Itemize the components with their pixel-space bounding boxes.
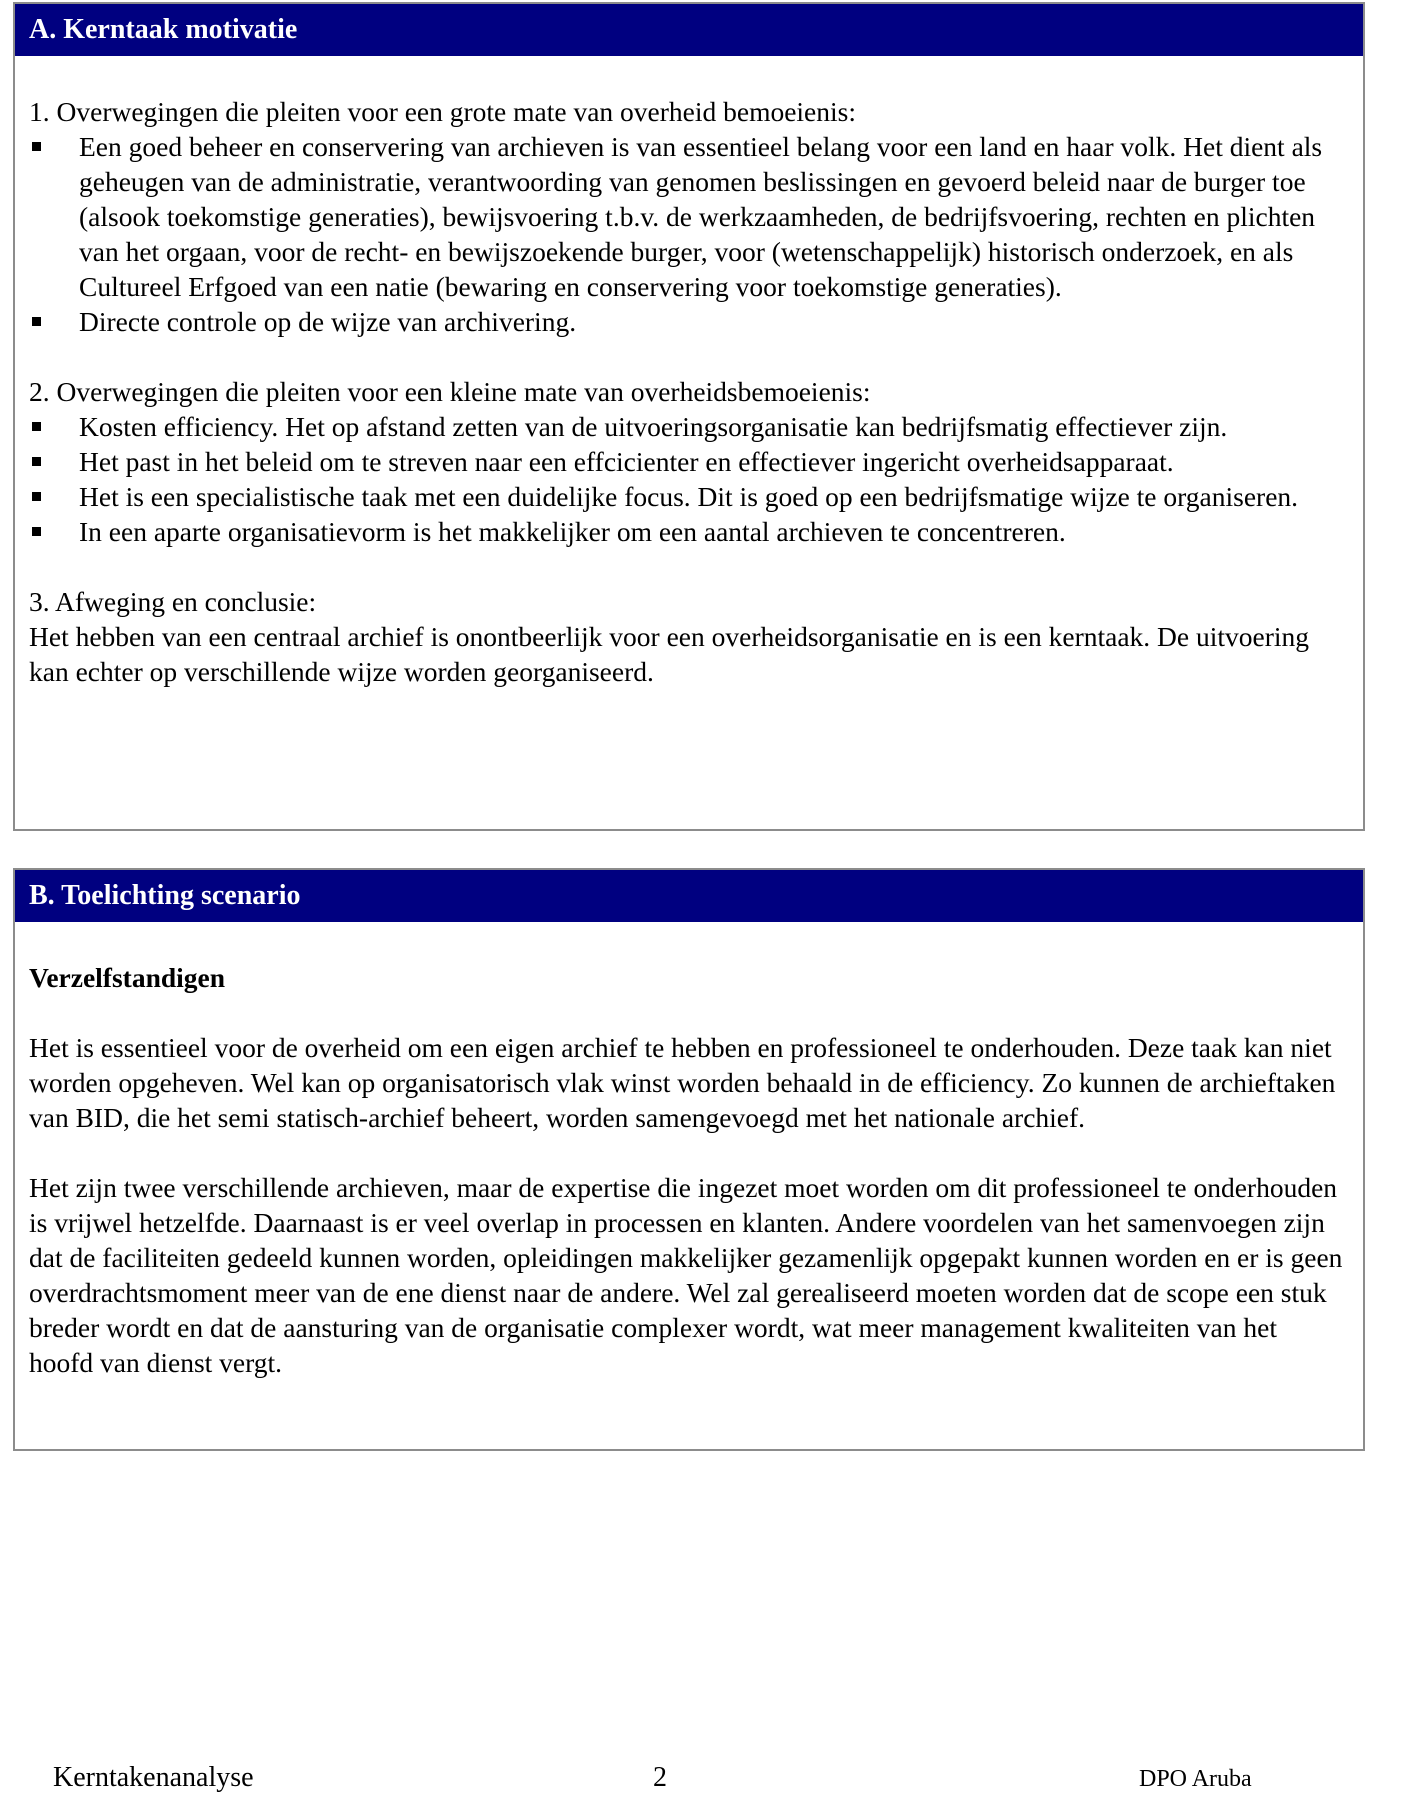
section-kerntaak-motivatie — [13, 2, 1365, 831]
list-item: Kosten efficiency. Het op afstand zetten van de uitvoeringsorganisatie kan bedrijfsmatig effectiever zijn. — [29, 409, 1347, 444]
list-item: In een aparte organisatievorm is het makkelijker om een aantal archieven te concentreren. — [29, 514, 1347, 549]
bullet-square-icon — [32, 142, 41, 151]
bullet-square-icon — [32, 492, 41, 501]
section-a-title: A. Kerntaak motivatie — [15, 4, 1363, 56]
bullet-square-icon — [32, 457, 41, 466]
part3-conclusion: Het hebben van een centraal archief is onontbeerlijk voor een overheidsorganisatie en is een kerntaak. De uitvoering kan echter op verschillende wijze worden georganiseerd. — [29, 621, 1310, 687]
part1-heading: 1. Overwegingen die pleiten voor een grote mate van overheid bemoeienis: — [29, 96, 857, 127]
list-item: Het past in het beleid om te streven naar een effcicienter en effectiever ingericht overheidsapparaat. — [29, 444, 1347, 479]
bullet-square-icon — [32, 422, 41, 431]
footer-page-number: 2 — [653, 1762, 667, 1793]
section-toelichting-scenario — [13, 868, 1365, 1451]
list-item: Een goed beheer en conservering van archieven is van essentieel belang voor een land en haar volk. Het dient als geheugen van de administratie, verantwoording van genomen beslissingen en gevoerd beleid naar de burger toe (alsook toekomstige generaties), bewijsvoering t.b.v. de werkzaamheden, de bedrijfsvoering, rechten en plichten van het orgaan, voor de recht- en bewijszoekende burger, voor (wetenschappelijk) historisch onderzoek, en als Cultureel Erfgoed van een natie (bewaring en conservering voor toekomstige generaties). — [29, 129, 1347, 304]
section-b-paragraph-1: Het is essentieel voor de overheid om een eigen archief te hebben en professioneel te onderhouden. Deze taak kan niet worden opgeheven. Wel kan op organisatorisch vlak winst worden behaald in de efficiency. Zo kunnen de archieftaken van BID, die het semi statisch-archief beheert, worden samengevoegd met het nationale archief. — [29, 1032, 1336, 1133]
footer-organization: DPO Aruba — [1139, 1766, 1252, 1792]
section-b-paragraph-2: Het zijn twee verschillende archieven, maar de expertise die ingezet moet worden om dit professioneel te onderhouden is vrijwel hetzelfde. Daarnaast is er veel overlap in processen en klanten. Andere voordelen van het samenvoegen zijn dat de faciliteiten gedeeld kunnen worden, opleidingen makkelijker gezamenlijk opgepakt kunnen worden en er is geen overdrachtsmoment meer van de ene dienst naar de andere. Wel zal gerealiseerd moeten worden dat de scope een stuk breder wordt en dat de aansturing van de organisatie complexer wordt, wat meer management kwaliteiten van het hoofd van dienst vergt. — [29, 1172, 1343, 1378]
part2-bullet-list — [29, 409, 1347, 549]
section-b-body — [15, 922, 1363, 1380]
part2-heading: 2. Overwegingen die pleiten voor een kleine mate van overheidsbemoeienis: — [29, 376, 871, 407]
section-b-subheading: Verzelfstandigen — [29, 962, 226, 993]
part3-heading: 3. Afweging en conclusie: — [29, 586, 317, 617]
bullet-square-icon — [32, 317, 41, 326]
bullet-square-icon — [32, 527, 41, 536]
section-b-title: B. Toelichting scenario — [15, 870, 1363, 922]
footer-document-title: Kerntakenanalyse — [53, 1762, 254, 1793]
page-footer — [0, 1762, 1409, 1798]
section-a-body — [15, 56, 1363, 689]
list-item: Het is een specialistische taak met een duidelijke focus. Dit is goed op een bedrijfsmatige wijze te organiseren. — [29, 479, 1347, 514]
part1-bullet-list — [29, 129, 1347, 339]
list-item: Directe controle op de wijze van archivering. — [29, 304, 1347, 339]
